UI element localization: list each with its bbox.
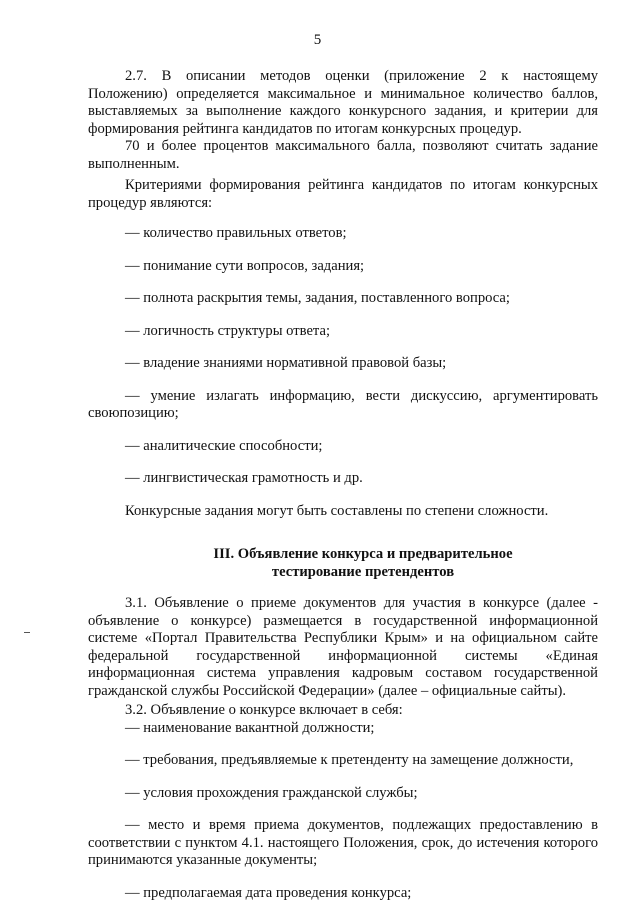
- section-3-heading-line-1: III. Объявление конкурса и предварительное: [213, 546, 513, 562]
- paragraph-3-2: 3.2. Объявление о конкурсе включает в себя:: [125, 702, 403, 718]
- page-number: 5: [313, 32, 322, 48]
- page-content: [88, 68, 598, 902]
- paragraph-3-1: 3.1. Объявление о приеме документов для участия в конкурсе (далее - объявление о конкурсе) размещается в государственной информационной системе «Портал Правительства Республики Крым» и на официальном сайте федеральной государственной информационной системы «Единая информационная система управления кадровым составом государственной гражданской службы Российской Федерации» (далее – официальные сайты).: [88, 595, 598, 699]
- announcement-item: — условия прохождения гражданской службы;: [125, 784, 418, 801]
- criteria-item: — количество правильных ответов;: [125, 225, 347, 241]
- paragraph-2-7: Положению) определяется максимальное и минимальное количество баллов, выставляемых за выполнение каждого конкурсного задания, и критерии для формирования рейтинга кандидатов по итогам конкурсных процедур.: [88, 85, 598, 137]
- criteria-item: — понимание сути вопросов, задания;: [125, 257, 365, 274]
- criteria-item: — полнота раскрытия темы, задания, поставленного вопроса;: [125, 290, 510, 306]
- section-3-heading: [88, 546, 598, 581]
- criteria-item: — логичность структуры ответа;: [125, 322, 331, 339]
- paragraph-2-7-first-line: 2.7. В описании методов оценки (приложение 2 к настоящему: [125, 68, 598, 84]
- announcement-item: — требования, предъявляемые к претенденту на замещение должности,: [125, 752, 574, 768]
- margin-mark: [24, 632, 30, 633]
- criteria-item: — умение излагать информацию, вести дискуссию, аргументировать своюпозицию;: [88, 387, 598, 421]
- criteria-item: — аналитические способности;: [125, 437, 323, 454]
- criteria-item: — владение знаниями нормативной правовой базы;: [125, 355, 447, 371]
- criteria-intro: Критериями формирования рейтинга кандидатов по итогам конкурсных процедур являются:: [88, 177, 598, 211]
- announcement-item: — предполагаемая дата проведения конкурса;: [125, 884, 412, 901]
- paragraph-70-percent: 70 и более процентов максимального балла, позволяют считать задание выполненным.: [88, 138, 598, 172]
- announcement-item: — наименование вакантной должности;: [125, 719, 375, 736]
- criteria-item: — лингвистическая грамотность и др.: [125, 470, 363, 486]
- section-3-heading-line-2: тестирование претендентов: [271, 563, 455, 580]
- paragraph-complexity: Конкурсные задания могут быть составлены по степени сложности.: [125, 502, 549, 519]
- announcement-item: — место и время приема документов, подлежащих предоставлению в соответствии с пунктом 4.1. настоящего Положения, срок, до истечения которого принимаются указанные документы;: [88, 817, 598, 868]
